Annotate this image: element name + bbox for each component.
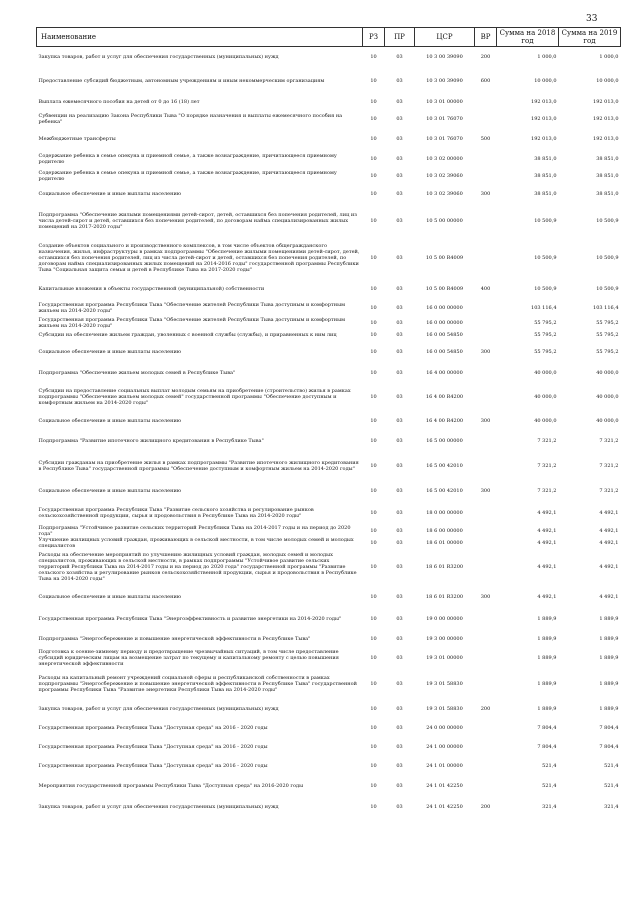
row-sum-2019: 40 000,0 — [596, 417, 619, 424]
row-csr: 10 5 00 R4009 — [425, 255, 464, 262]
row-vr — [475, 738, 497, 757]
row-sum-2018: 10 500,9 — [534, 218, 557, 225]
table-row — [37, 363, 621, 383]
row-rz: 10 — [370, 564, 377, 571]
row-rz: 10 — [370, 744, 377, 751]
row-pr: 03 — [396, 54, 403, 61]
row-rz: 10 — [370, 54, 377, 61]
row-csr: 16 5 00 00000 — [426, 438, 463, 445]
table-row — [37, 630, 621, 649]
row-vr — [475, 502, 497, 525]
table-row — [37, 609, 621, 630]
budget-table — [36, 27, 621, 818]
row-rz: 10 — [370, 636, 377, 643]
row-pr: 03 — [396, 77, 403, 84]
header-name: Наименование — [37, 28, 363, 47]
row-rz: 10 — [370, 305, 377, 312]
table-row — [37, 719, 621, 738]
row-rz: 10 — [370, 286, 377, 293]
row-pr: 03 — [396, 305, 403, 312]
row-csr: 18 6 01 00000 — [426, 539, 463, 546]
row-csr: 16 4 00 R4200 — [425, 417, 464, 424]
row-name: Создание объектов социального и производственного комплексов, в том числе объектов общегражданского назначения, жилья, инфраструктуры в рамках подпрограммы "Обеспечение жилыми помещениями детей-сирот, детей, оставшихся без попечения родителей, лиц из числа детей-сирот и детей, оставшихся без попечения родителей, по договорам найма специализированных жилых помещений на 2014-2016 годы" государственной программы Республики Тыва "Социальная защита семьи и детей в Республике Тыва на 2017-2020 годы" — [38, 243, 360, 274]
header-vr: ВР — [475, 28, 497, 47]
row-rz: 10 — [370, 319, 377, 326]
row-sum-2018: 40 000,0 — [534, 369, 557, 376]
row-pr: 03 — [396, 438, 403, 445]
row-vr — [475, 609, 497, 630]
row-sum-2019: 38 851,0 — [596, 190, 619, 197]
row-name: Предоставление субсидий бюджетным, автономным учреждениям и иным некоммерческим организациям — [38, 77, 325, 84]
row-csr: 10 3 01 76070 — [426, 116, 463, 123]
row-name: Субсидии на обеспечение жильем граждан, уволенных с военной службы (службы), и приравненных к ним лиц — [38, 331, 337, 338]
row-sum-2018: 1 889,9 — [537, 706, 557, 713]
row-sum-2019: 38 851,0 — [596, 172, 619, 179]
row-rz: 10 — [370, 783, 377, 790]
row-vr: 500 — [480, 135, 491, 142]
row-pr: 03 — [396, 116, 403, 123]
table-header — [37, 28, 621, 47]
table-row — [37, 329, 621, 341]
row-name: Закупка товаров, работ и услуг для обеспечения государственных (муниципальных) нужд — [38, 706, 279, 713]
row-sum-2018: 4 492,1 — [537, 564, 557, 571]
row-sum-2019: 7 321,2 — [599, 488, 619, 495]
row-rz: 10 — [370, 539, 377, 546]
row-rz: 10 — [370, 218, 377, 225]
table-row — [37, 169, 621, 183]
table-row — [37, 525, 621, 537]
row-vr — [475, 649, 497, 668]
row-pr: 03 — [396, 348, 403, 355]
row-sum-2018: 7 804,4 — [537, 725, 557, 732]
row-rz: 10 — [370, 77, 377, 84]
row-csr: 10 5 00 R4009 — [425, 286, 464, 293]
row-name: Подпрограмма "Устойчивое развитие сельских территорий Республики Тыва на 2014-2017 годы и на период до 2020 года" — [38, 524, 351, 537]
table-row — [37, 238, 621, 279]
row-sum-2019: 38 851,0 — [596, 156, 619, 163]
row-sum-2019: 10 500,9 — [596, 255, 619, 262]
row-vr — [475, 111, 497, 128]
row-pr: 03 — [396, 655, 403, 662]
row-rz: 10 — [370, 99, 377, 106]
row-sum-2019: 55 795,2 — [596, 319, 619, 326]
row-pr: 03 — [396, 616, 403, 623]
row-sum-2019: 10 500,9 — [596, 286, 619, 293]
header-sum-2019: Сумма на 2019 год — [559, 28, 621, 47]
row-sum-2018: 7 804,4 — [537, 744, 557, 751]
row-name: Межбюджетные трансферты — [38, 135, 116, 142]
row-sum-2019: 192 013,0 — [593, 116, 619, 123]
row-csr: 19 3 01 58830 — [426, 706, 463, 713]
row-sum-2018: 192 013,0 — [531, 135, 557, 142]
row-sum-2019: 1 889,9 — [599, 706, 619, 713]
row-csr: 19 3 00 00000 — [426, 636, 463, 643]
row-vr — [475, 525, 497, 537]
row-name: Социальное обеспечение и иные выплаты населению — [38, 594, 182, 601]
row-sum-2019: 7 804,4 — [599, 725, 619, 732]
row-name: Государственная программа Республики Тыва "Развитие сельского хозяйства и регулирование рынков сельскохозяйственной продукции, сырья и продовольствия в Республике Тыва на 2014-2020 годы" — [38, 507, 314, 520]
row-csr: 10 3 00 39090 — [426, 77, 463, 84]
row-csr: 10 3 00 39090 — [426, 54, 463, 61]
row-name: Подпрограмма "Энергосбережение и повышение энергетической эффективности в Республике Тыва" — [38, 636, 311, 643]
row-name: Государственная программа Республики Тыва "Обеспечение жителей Республики Тыва доступным и комфортным жильем на 2014-2020 годы" — [38, 302, 345, 315]
row-pr: 03 — [396, 417, 403, 424]
row-csr: 16 5 00 42010 — [426, 488, 463, 495]
table-row — [37, 700, 621, 719]
row-rz: 10 — [370, 463, 377, 470]
row-sum-2019: 1 889,9 — [599, 636, 619, 643]
row-csr: 10 3 02 39060 — [426, 172, 463, 179]
row-vr: 300 — [480, 348, 491, 355]
row-sum-2019: 321,4 — [604, 804, 619, 811]
row-vr: 200 — [480, 706, 491, 713]
row-rz: 10 — [370, 348, 377, 355]
row-pr: 03 — [396, 636, 403, 643]
row-pr: 03 — [396, 156, 403, 163]
row-csr: 18 6 01 R3200 — [425, 564, 464, 571]
row-name: Выплата ежемесячного пособия на детей от 0 до 16 (18) лет — [38, 99, 200, 106]
row-name: Подготовка к осенне-зимнему периоду и предотвращение чрезвычайных ситуаций, в том числе предоставление субсидий юридическим лицам на возмещение затрат по текущему и капитальному ремонту с целью повышения энергетической эффективности — [38, 649, 339, 668]
row-vr — [475, 205, 497, 238]
row-csr: 10 3 01 76070 — [426, 135, 463, 142]
row-vr — [475, 630, 497, 649]
row-rz: 10 — [370, 725, 377, 732]
row-vr: 300 — [480, 190, 491, 197]
row-pr: 03 — [396, 510, 403, 517]
row-vr — [475, 776, 497, 797]
page-number: 33 — [586, 14, 598, 24]
row-sum-2018: 321,4 — [542, 804, 557, 811]
table-row — [37, 111, 621, 128]
row-sum-2018: 1 889,9 — [537, 655, 557, 662]
row-name: Подпрограмма "Развитие ипотечного жилищного кредитования в Республике Тыва" — [38, 438, 264, 445]
row-sum-2019: 55 795,2 — [596, 331, 619, 338]
row-csr: 10 3 01 00000 — [426, 99, 463, 106]
row-name: Субсидии на предоставление социальных выплат молодым семьям на приобретение (строительство) жилья в рамках подпрограммы "Обеспечение жильем молодых семей" государственной программы "Обеспечение доступным и комфортным жильем на 2014-2020 годы" — [38, 387, 351, 406]
row-pr: 03 — [396, 783, 403, 790]
row-csr: 16 0 00 54850 — [426, 331, 463, 338]
row-rz: 10 — [370, 804, 377, 811]
row-csr: 16 5 00 42010 — [426, 463, 463, 470]
row-rz: 10 — [370, 438, 377, 445]
row-vr: 600 — [480, 77, 491, 84]
table-row — [37, 452, 621, 481]
row-name: Государственная программа Республики Тыва "Доступная среда" на 2016 - 2020 годы — [38, 725, 268, 732]
row-name: Расходы на обеспечение мероприятий по улучшению жилищных условий граждан, молодых семей и молодых специалистов, проживающих в сельской местности, в рамках подпрограммы "Устойчивое развитие сельских территорий Республики Тыва на 2014-2017 годы и на период до 2020 года" государственной программы "Развитие сельского хозяйства и регулирование рынков сельскохозяйственной продукции, сырья и продовольствия в Республике Тыва на 2014-2020 годы" — [38, 552, 357, 583]
row-rz: 10 — [370, 706, 377, 713]
table-row — [37, 668, 621, 700]
row-vr: 300 — [480, 417, 491, 424]
row-sum-2019: 4 492,1 — [599, 594, 619, 601]
row-name: Социальное обеспечение и иные выплаты населению — [38, 190, 182, 197]
row-pr: 03 — [396, 99, 403, 106]
row-sum-2019: 4 492,1 — [599, 564, 619, 571]
row-rz: 10 — [370, 510, 377, 517]
row-vr: 300 — [480, 594, 491, 601]
row-vr — [475, 383, 497, 411]
row-sum-2019: 40 000,0 — [596, 369, 619, 376]
row-vr — [475, 757, 497, 776]
row-sum-2018: 192 013,0 — [531, 99, 557, 106]
row-pr: 03 — [396, 319, 403, 326]
row-sum-2018: 7 321,2 — [537, 463, 557, 470]
row-rz: 10 — [370, 255, 377, 262]
row-sum-2019: 521,4 — [604, 763, 619, 770]
table-row — [37, 183, 621, 205]
row-sum-2018: 40 000,0 — [534, 393, 557, 400]
row-csr: 16 0 00 54850 — [426, 348, 463, 355]
row-sum-2018: 521,4 — [542, 783, 557, 790]
header-rz: РЗ — [363, 28, 385, 47]
table-row — [37, 481, 621, 502]
row-pr: 03 — [396, 331, 403, 338]
row-pr: 03 — [396, 463, 403, 470]
row-sum-2018: 521,4 — [542, 763, 557, 770]
row-sum-2018: 7 321,2 — [537, 438, 557, 445]
row-pr: 03 — [396, 135, 403, 142]
header-pr: ПР — [385, 28, 415, 47]
row-name: Социальное обеспечение и иные выплаты населению — [38, 348, 182, 355]
table-row — [37, 94, 621, 111]
row-sum-2018: 4 492,1 — [537, 594, 557, 601]
row-sum-2018: 7 321,2 — [537, 488, 557, 495]
row-sum-2018: 192 013,0 — [531, 116, 557, 123]
row-sum-2018: 55 795,2 — [534, 319, 557, 326]
row-sum-2018: 38 851,0 — [534, 156, 557, 163]
row-sum-2018: 38 851,0 — [534, 190, 557, 197]
table-row — [37, 586, 621, 609]
row-rz: 10 — [370, 680, 377, 687]
row-name: Закупка товаров, работ и услуг для обеспечения государственных (муниципальных) нужд — [38, 804, 279, 811]
row-vr — [475, 150, 497, 169]
row-rz: 10 — [370, 763, 377, 770]
table-row — [37, 128, 621, 150]
row-pr: 03 — [396, 488, 403, 495]
row-csr: 16 4 00 R4200 — [425, 393, 464, 400]
row-sum-2018: 55 795,2 — [534, 348, 557, 355]
row-pr: 03 — [396, 564, 403, 571]
table-row — [37, 383, 621, 411]
row-csr: 19 3 01 00000 — [426, 655, 463, 662]
row-csr: 10 5 00 00000 — [426, 218, 463, 225]
row-vr — [475, 300, 497, 317]
row-sum-2018: 10 500,9 — [534, 255, 557, 262]
row-rz: 10 — [370, 417, 377, 424]
row-vr — [475, 719, 497, 738]
row-vr — [475, 317, 497, 329]
row-csr: 10 3 02 00000 — [426, 156, 463, 163]
table-row — [37, 502, 621, 525]
row-pr: 03 — [396, 725, 403, 732]
row-rz: 10 — [370, 116, 377, 123]
row-pr: 03 — [396, 286, 403, 293]
row-sum-2019: 1 000,0 — [599, 54, 619, 61]
table-row — [37, 537, 621, 549]
row-name: Содержание ребенка в семье опекуна и приемной семье, а также вознаграждение, причитающееся приемному родителю — [38, 169, 337, 182]
header-csr: ЦСР — [415, 28, 475, 47]
row-rz: 10 — [370, 190, 377, 197]
table-row — [37, 757, 621, 776]
table-row — [37, 300, 621, 317]
row-csr: 24 1 00 00000 — [426, 744, 463, 751]
table-row — [37, 317, 621, 329]
row-name: Подпрограмма "Обеспечение жилыми помещениями детей-сирот, детей, оставшихся без попечения родителей, лиц из числа детей-сирот и детей, оставшихся без попечения родителей, по договорам найма специализированных жилых помещений на 2017-2020 годы" — [38, 212, 357, 231]
row-sum-2019: 7 321,2 — [599, 438, 619, 445]
row-sum-2019: 1 889,9 — [599, 616, 619, 623]
row-pr: 03 — [396, 594, 403, 601]
row-vr: 200 — [480, 54, 491, 61]
row-csr: 16 0 00 00000 — [426, 319, 463, 326]
row-csr: 19 0 00 00000 — [426, 616, 463, 623]
table-row — [37, 549, 621, 586]
table-row — [37, 776, 621, 797]
table-row — [37, 738, 621, 757]
row-name: Расходы на капитальный ремонт учреждений социальной сферы и республиканской собственности в рамках подпрограммы "Энергосбережение и повышение энергетической эффективности в Республике Тыва" государственной программы Республики Тыва "Развитие энергетики Республики Тыва на 2014-2020 годы" — [38, 674, 357, 693]
row-sum-2019: 192 013,0 — [593, 99, 619, 106]
row-name: Государственная программа Республики Тыва "Обеспечение жителей Республики Тыва доступным и комфортным жильем на 2014-2020 годы" — [38, 316, 345, 329]
row-rz: 10 — [370, 172, 377, 179]
row-pr: 03 — [396, 744, 403, 751]
row-name: Государственная программа Республики Тыва "Энергоэффективность и развитие энергетики на 2014-2020 годы" — [38, 616, 342, 623]
row-sum-2019: 7 321,2 — [599, 463, 619, 470]
row-vr — [475, 549, 497, 586]
row-sum-2018: 1 889,9 — [537, 636, 557, 643]
row-name: Улучшение жилищных условий граждан, проживающих в сельской местности, в том числе молодых семей и молодых специалистов — [38, 536, 354, 549]
row-sum-2018: 1 889,9 — [537, 616, 557, 623]
row-sum-2019: 4 492,1 — [599, 510, 619, 517]
table-body — [37, 47, 621, 818]
row-sum-2018: 38 851,0 — [534, 172, 557, 179]
table-row — [37, 431, 621, 452]
row-name: Государственная программа Республики Тыва "Доступная среда" на 2016 - 2020 годы — [38, 763, 268, 770]
table-row — [37, 279, 621, 300]
row-rz: 10 — [370, 616, 377, 623]
row-csr: 24 1 01 00000 — [426, 763, 463, 770]
row-csr: 24 0 00 00000 — [426, 725, 463, 732]
row-sum-2019: 4 492,1 — [599, 527, 619, 534]
table-row — [37, 47, 621, 68]
row-pr: 03 — [396, 706, 403, 713]
row-vr: 400 — [480, 286, 491, 293]
row-csr: 16 0 00 00000 — [426, 305, 463, 312]
row-csr: 24 1 01 42250 — [426, 804, 463, 811]
row-rz: 10 — [370, 594, 377, 601]
row-csr: 24 1 01 42250 — [426, 783, 463, 790]
row-sum-2018: 4 492,1 — [537, 539, 557, 546]
row-vr — [475, 431, 497, 452]
row-pr: 03 — [396, 804, 403, 811]
row-rz: 10 — [370, 527, 377, 534]
row-name: Закупка товаров, работ и услуг для обеспечения государственных (муниципальных) нужд — [38, 54, 279, 61]
row-vr — [475, 537, 497, 549]
row-name: Субвенции на реализацию Закона Республики Тыва "О порядке назначения и выплаты ежемесячного пособия на ребенка" — [38, 113, 343, 126]
row-csr: 10 3 02 39060 — [426, 190, 463, 197]
row-sum-2018: 4 492,1 — [537, 527, 557, 534]
row-vr — [475, 363, 497, 383]
row-sum-2019: 521,4 — [604, 783, 619, 790]
row-vr — [475, 452, 497, 481]
row-sum-2018: 1 889,9 — [537, 680, 557, 687]
table-row — [37, 797, 621, 818]
row-vr — [475, 238, 497, 279]
row-pr: 03 — [396, 680, 403, 687]
row-pr: 03 — [396, 218, 403, 225]
row-csr: 18 6 00 00000 — [426, 527, 463, 534]
row-name: Содержание ребенка в семье опекуна и приемной семье, а также вознаграждение, причитающееся приемному родителю — [38, 153, 337, 166]
row-vr — [475, 668, 497, 700]
row-name: Капитальные вложения в объекты государственной (муниципальной) собственности — [38, 286, 265, 293]
row-vr — [475, 329, 497, 341]
row-sum-2019: 4 492,1 — [599, 539, 619, 546]
row-rz: 10 — [370, 135, 377, 142]
row-pr: 03 — [396, 190, 403, 197]
table-row — [37, 411, 621, 431]
row-name: Мероприятия государственной программы Республики Тыва "Доступная среда" на 2016-2020 годы — [38, 783, 304, 790]
row-sum-2018: 10 500,9 — [534, 286, 557, 293]
row-name: Государственная программа Республики Тыва "Доступная среда" на 2016 - 2020 годы — [38, 744, 268, 751]
row-pr: 03 — [396, 172, 403, 179]
row-rz: 10 — [370, 331, 377, 338]
row-rz: 10 — [370, 655, 377, 662]
row-sum-2019: 55 795,2 — [596, 348, 619, 355]
row-vr — [475, 94, 497, 111]
row-pr: 03 — [396, 539, 403, 546]
table-row — [37, 205, 621, 238]
row-pr: 03 — [396, 393, 403, 400]
row-sum-2018: 10 000,0 — [534, 77, 557, 84]
row-name: Субсидии гражданам на приобретение жилья в рамках подпрограммы "Развитие ипотечного жилищного кредитования в Республике Тыва" государственной программы "Обеспечение доступным и комфортным жильем на 2014-2020 годы" — [38, 460, 359, 473]
row-sum-2018: 4 492,1 — [537, 510, 557, 517]
row-name: Подпрограмма "Обеспечение жильем молодых семей в Республике Тыва" — [38, 369, 236, 376]
row-rz: 10 — [370, 393, 377, 400]
row-rz: 10 — [370, 156, 377, 163]
header-sum-2018: Сумма на 2018 год — [497, 28, 559, 47]
row-name: Социальное обеспечение и иные выплаты населению — [38, 488, 182, 495]
row-csr: 19 3 01 58830 — [426, 680, 463, 687]
row-sum-2019: 103 116,4 — [593, 305, 619, 312]
row-csr: 16 4 00 00000 — [426, 369, 463, 376]
row-csr: 18 0 00 00000 — [426, 510, 463, 517]
row-sum-2019: 1 889,9 — [599, 680, 619, 687]
row-rz: 10 — [370, 369, 377, 376]
row-sum-2019: 40 000,0 — [596, 393, 619, 400]
table-row — [37, 68, 621, 94]
row-pr: 03 — [396, 255, 403, 262]
row-csr: 18 6 01 R3200 — [425, 594, 464, 601]
table-row — [37, 150, 621, 169]
row-vr — [475, 169, 497, 183]
row-sum-2019: 10 000,0 — [596, 77, 619, 84]
row-rz: 10 — [370, 488, 377, 495]
table-row — [37, 649, 621, 668]
row-sum-2019: 1 889,9 — [599, 655, 619, 662]
row-sum-2018: 1 000,0 — [537, 54, 557, 61]
row-vr: 300 — [480, 488, 491, 495]
row-sum-2018: 103 116,4 — [531, 305, 557, 312]
row-pr: 03 — [396, 527, 403, 534]
table-row — [37, 341, 621, 363]
row-sum-2018: 55 795,2 — [534, 331, 557, 338]
row-pr: 03 — [396, 369, 403, 376]
row-vr: 200 — [480, 804, 491, 811]
row-sum-2019: 10 500,9 — [596, 218, 619, 225]
row-sum-2019: 192 013,0 — [593, 135, 619, 142]
row-pr: 03 — [396, 763, 403, 770]
row-sum-2018: 40 000,0 — [534, 417, 557, 424]
row-name: Социальное обеспечение и иные выплаты населению — [38, 417, 182, 424]
row-sum-2019: 7 804,4 — [599, 744, 619, 751]
